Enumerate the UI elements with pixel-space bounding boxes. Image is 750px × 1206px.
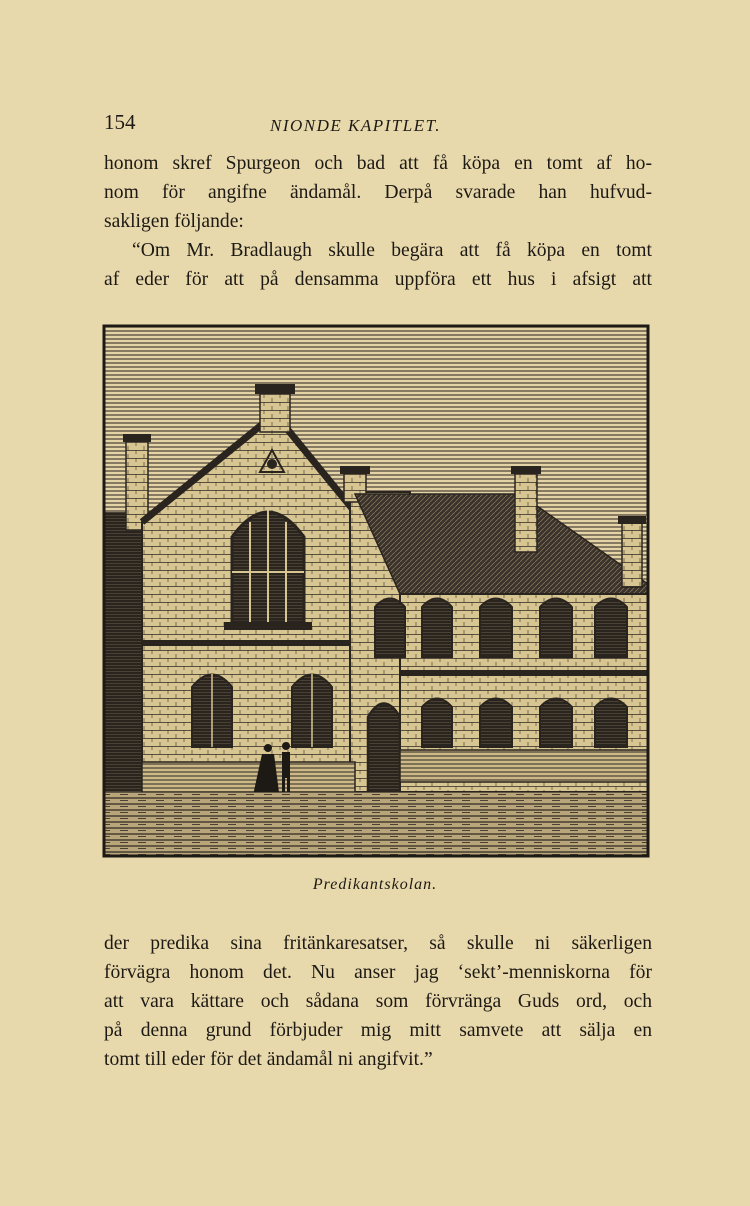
text-line: på denna grund förbjuder mig mitt samvete att sälja en (104, 1020, 652, 1041)
text-line: att vara kättare och sådana som förvränga Guds ord, och (104, 991, 652, 1012)
text-line: honom skref Spurgeon och bad att få köpa en tomt af ho- (104, 153, 652, 174)
text-line: af eder för att på densamma uppföra ett hus i afsigt att (104, 269, 652, 290)
bottom-paragraph (104, 929, 652, 1074)
text-line: förvägra honom det. Nu anser jag ‘sekt’-menniskorna för (104, 962, 652, 983)
building-engraving (100, 322, 652, 860)
text-line: “Om Mr. Bradlaugh skulle begära att få köpa en tomt (132, 240, 652, 261)
figure-caption: Predikantskolan. (312, 876, 438, 893)
text-line: sakligen följande: (104, 211, 244, 232)
text-line: tomt till eder för det ändamål ni angifvit.” (104, 1049, 433, 1070)
text-line: der predika sina fritänkaresatser, så skulle ni säkerligen (104, 933, 652, 954)
running-head: NIONDE KAPITLET. (270, 116, 442, 135)
top-paragraph (104, 149, 652, 294)
page-number: 154 (104, 110, 136, 134)
text-line: nom för angifne ändamål. Derpå svarade han hufvud- (104, 182, 652, 203)
